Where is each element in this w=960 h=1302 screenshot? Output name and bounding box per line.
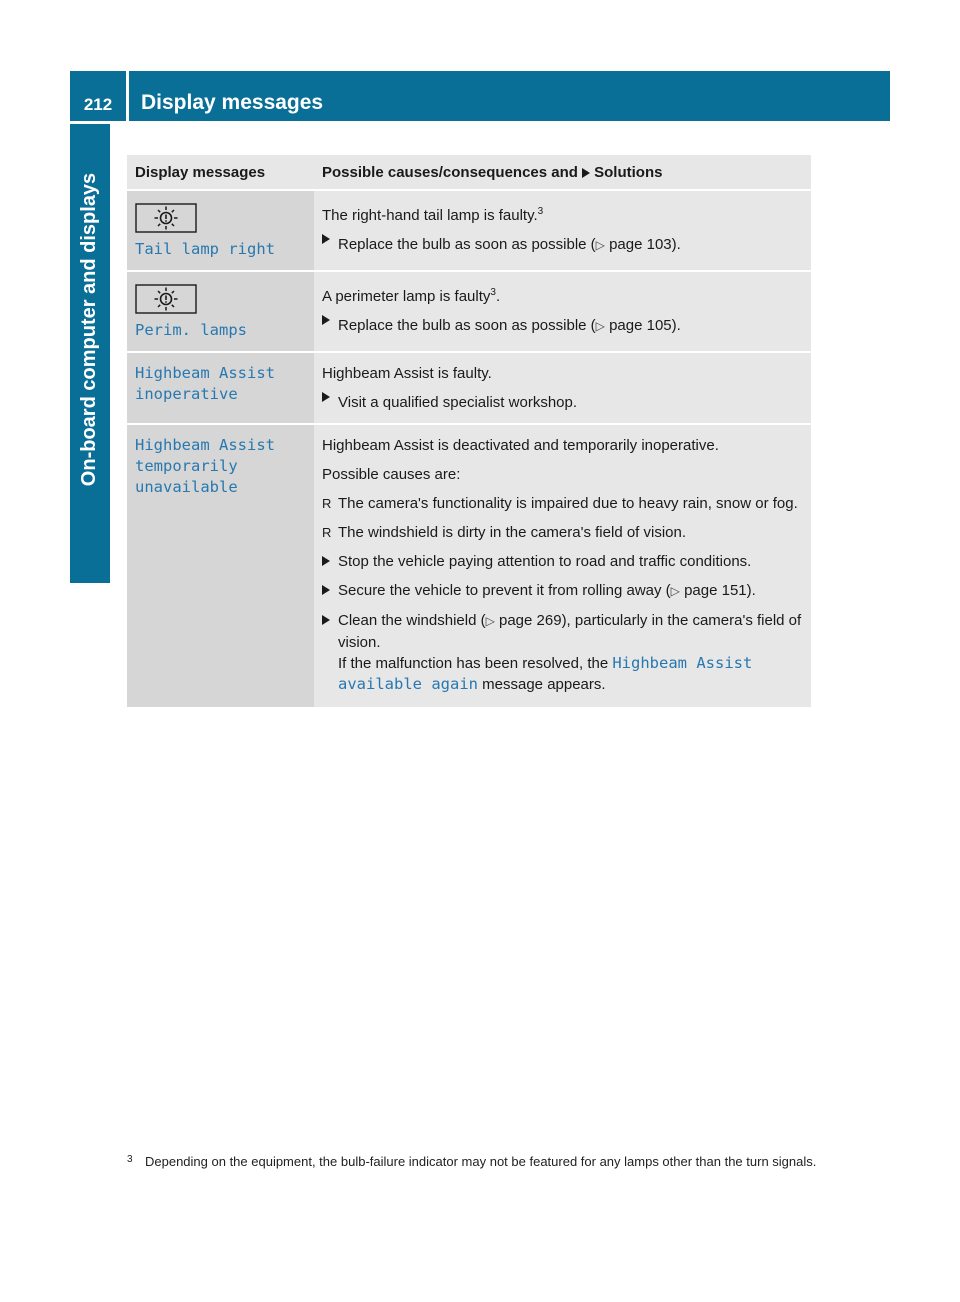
action-step [322, 580, 803, 602]
cause-text [322, 282, 803, 307]
chapter-tab-label: On-board computer and displays [78, 172, 101, 486]
cause-bullet-text: The camera's functionality is impaired due to heavy rain, snow or fog. [338, 495, 798, 512]
message-cell [127, 424, 314, 708]
page-reference[interactable]: page 103). [609, 236, 681, 253]
display-message-line: unavailable [135, 478, 238, 496]
display-message-line: Highbeam Assist [135, 436, 275, 454]
display-message-text: Tail lamp right [135, 240, 275, 258]
cause-period: . [495, 288, 501, 305]
action-text: Secure the vehicle to prevent it from rolling away ( [338, 582, 671, 599]
action-step [322, 392, 803, 413]
bulb-failure-icon [135, 284, 197, 314]
action-arrow-icon [322, 615, 330, 625]
page-reference[interactable]: page 151). [684, 582, 756, 599]
action-text: Replace the bulb as soon as possible ( [338, 317, 596, 334]
table-row [127, 190, 811, 271]
display-messages-table [127, 155, 811, 709]
cause-text: Highbeam Assist is deactivated and temporarily inoperative. [322, 437, 719, 454]
message-cell [127, 190, 314, 271]
solution-cell [314, 271, 811, 352]
page-reference[interactable]: page 105). [609, 317, 681, 334]
solution-cell [314, 424, 811, 708]
page-ref-icon: ▷ [595, 238, 605, 252]
bullet-marker: R [322, 525, 332, 540]
result-text: If the malfunction has been resolved, the [338, 655, 609, 672]
footnote-ref: 3 [537, 206, 544, 217]
action-text: Visit a qualified specialist workshop. [338, 394, 578, 411]
col-header-display-messages: Display messages [127, 155, 314, 190]
cause-text [322, 201, 803, 226]
footnote-number: 3 [127, 1154, 133, 1165]
footnote [127, 1153, 817, 1170]
chapter-tab-label-wrap [70, 124, 110, 534]
action-text: Stop the vehicle paying attention to road and traffic conditions. [338, 553, 752, 570]
display-message-line: Highbeam Assist [135, 364, 275, 382]
action-arrow-icon [322, 315, 330, 325]
action-step [322, 315, 803, 337]
solution-cell [314, 190, 811, 271]
action-step [322, 551, 803, 572]
display-message-text: Perim. lamps [135, 321, 247, 339]
cause-bullet-text: The windshield is dirty in the camera's field of vision. [338, 524, 687, 541]
col-header-solutions [314, 155, 811, 190]
table-header-row [127, 155, 811, 190]
causes-label: Possible causes are: [322, 466, 461, 483]
page-ref-icon: ▷ [595, 319, 605, 333]
cause-sentence: The right-hand tail lamp is faulty. [322, 207, 538, 224]
footnote-text: Depending on the equipment, the bulb-failure indicator may not be featured for any lamps other than the turn signals. [145, 1154, 817, 1169]
result-text-end: message appears. [482, 676, 606, 693]
table-row [127, 352, 811, 424]
display-message-inline: Highbeam Assist available again [338, 654, 753, 693]
col-header-causes-text: Possible causes/consequences and [322, 163, 578, 181]
action-arrow-icon [322, 234, 330, 244]
display-message-line: inoperative [135, 385, 238, 403]
action-text: Replace the bulb as soon as possible ( [338, 236, 596, 253]
action-arrow-icon [322, 585, 330, 595]
table-row [127, 424, 811, 708]
table-row [127, 271, 811, 352]
page-title: Display messages [129, 71, 890, 121]
solution-cell [314, 352, 811, 424]
cause-sentence: A perimeter lamp is faulty [322, 288, 491, 305]
footnote-ref: 3 [490, 287, 496, 298]
action-text: Clean the windshield ( [338, 612, 486, 629]
page-reference[interactable]: page 269), particularly in the camera's field of vision. [338, 612, 802, 651]
bulb-failure-icon [135, 203, 197, 233]
cause-text: Highbeam Assist is faulty. [322, 365, 492, 382]
col-header-solutions-text: Solutions [594, 163, 663, 181]
page-ref-icon: ▷ [670, 584, 680, 598]
message-cell [127, 271, 314, 352]
action-arrow-icon [322, 392, 330, 402]
action-step [322, 234, 803, 256]
bullet-marker: R [322, 496, 332, 511]
page-number: 212 [70, 71, 126, 121]
cause-bullet [322, 522, 803, 543]
play-arrow-icon [582, 168, 590, 178]
message-cell [127, 352, 314, 424]
display-message-line: temporarily [135, 457, 238, 475]
page-ref-icon: ▷ [485, 614, 495, 628]
action-step [322, 610, 803, 695]
cause-bullet [322, 493, 803, 514]
action-arrow-icon [322, 556, 330, 566]
